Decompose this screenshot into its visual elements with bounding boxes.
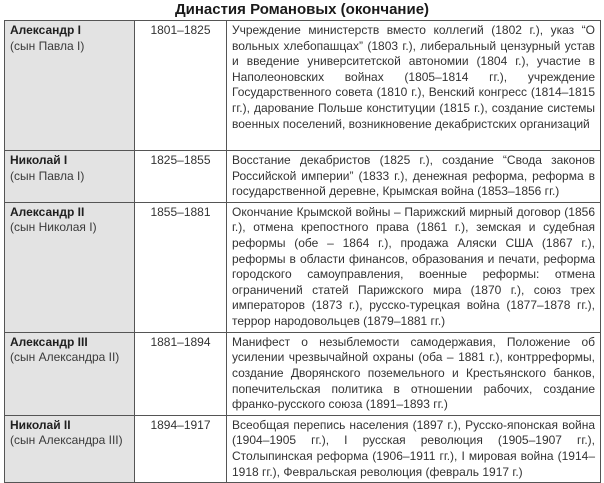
ruler-name: Александр II — [10, 204, 85, 219]
reign-events: Манифест о незыблемости самодержавия, Положение об усилении чрезвычайной охраны (оба – 1881 г.), контрреформы, создание Дворянского поземельного и Крестьянского банков, попечительская политика в отношении рабочих, создание франко-русского союза (1891–1893 гг.) — [227, 332, 601, 415]
ruler-cell — [5, 21, 135, 151]
reign-years: 1881–1894 — [135, 332, 227, 415]
reign-years: 1894–1917 — [135, 415, 227, 482]
table-row — [5, 332, 601, 415]
ruler-name: Александр I — [10, 23, 82, 37]
ruler-cell — [5, 415, 135, 482]
table-row — [5, 151, 601, 203]
reign-years: 1801–1825 — [135, 21, 227, 151]
table-row — [5, 202, 601, 332]
ruler-parent: (сын Николая I) — [10, 220, 97, 235]
reign-events: Всеобщая перепись населения (1897 г.), Русско-японская война (1904–1905 гг.), I русская революция (1905–1907 гг.), Столыпинская реформа (1906–1911 гг.), I мировая война (1914–1918 гг.), Февральская революция (февраль 1917 г.) — [227, 415, 601, 482]
ruler-parent: (сын Александра II) — [10, 350, 120, 365]
ruler-parent: (сын Павла I) — [10, 168, 85, 183]
page-title: Династия Романовых (окончание) — [174, 1, 430, 18]
ruler-name: Александр III — [10, 334, 88, 349]
ruler-parent: (сын Александра III) — [10, 433, 123, 448]
ruler-cell — [5, 202, 135, 332]
reign-years: 1855–1881 — [135, 202, 227, 332]
reign-events: Учреждение министерств вместо коллегий (1802 г.), указ “О вольных хлебопашцах” (1803 г.), либеральный цензурный устав и введение университетской автономии (1804 г.), участие в Наполеоновских войнах (1805–1814 гг.), учреждение Государственного совета (1810 г.), Венский конгресс (1814–1815 гг.), дарование Польше конституции (1815 г.), создание системы военных поселений, возникновение декабристских организаций — [227, 21, 601, 151]
ruler-name: Николай II — [10, 417, 71, 432]
reign-events: Окончание Крымской войны – Парижский мирный договор (1856 г.), отмена крепостного права (1861 г.), земская и судебная реформы (обе – 1864 г.), продажа Аляски США (1867 г.), реформы в области финансов, образования и печати, реформа городского самоуправления, военные реформы: отмена ограничений статей Парижского мира (1870 г.), союз трех императоров (1873 г.), русско-турецкая война (1877–1878 гг.), террор народовольцев (1879–1881 гг.) — [227, 202, 601, 332]
table-row — [5, 415, 601, 482]
table-row — [5, 21, 601, 151]
ruler-cell — [5, 332, 135, 415]
reign-events: Восстание декабристов (1825 г.), создание “Свода законов Российской империи” (1833 г.), денежная реформа, реформа в государственной деревне, Крымская война (1853–1856 гг.) — [227, 151, 601, 203]
reign-years: 1825–1855 — [135, 151, 227, 203]
ruler-parent: (сын Павла I) — [10, 38, 85, 53]
ruler-cell — [5, 151, 135, 203]
ruler-name: Николай I — [10, 153, 68, 167]
romanov-dynasty-table — [4, 20, 601, 483]
